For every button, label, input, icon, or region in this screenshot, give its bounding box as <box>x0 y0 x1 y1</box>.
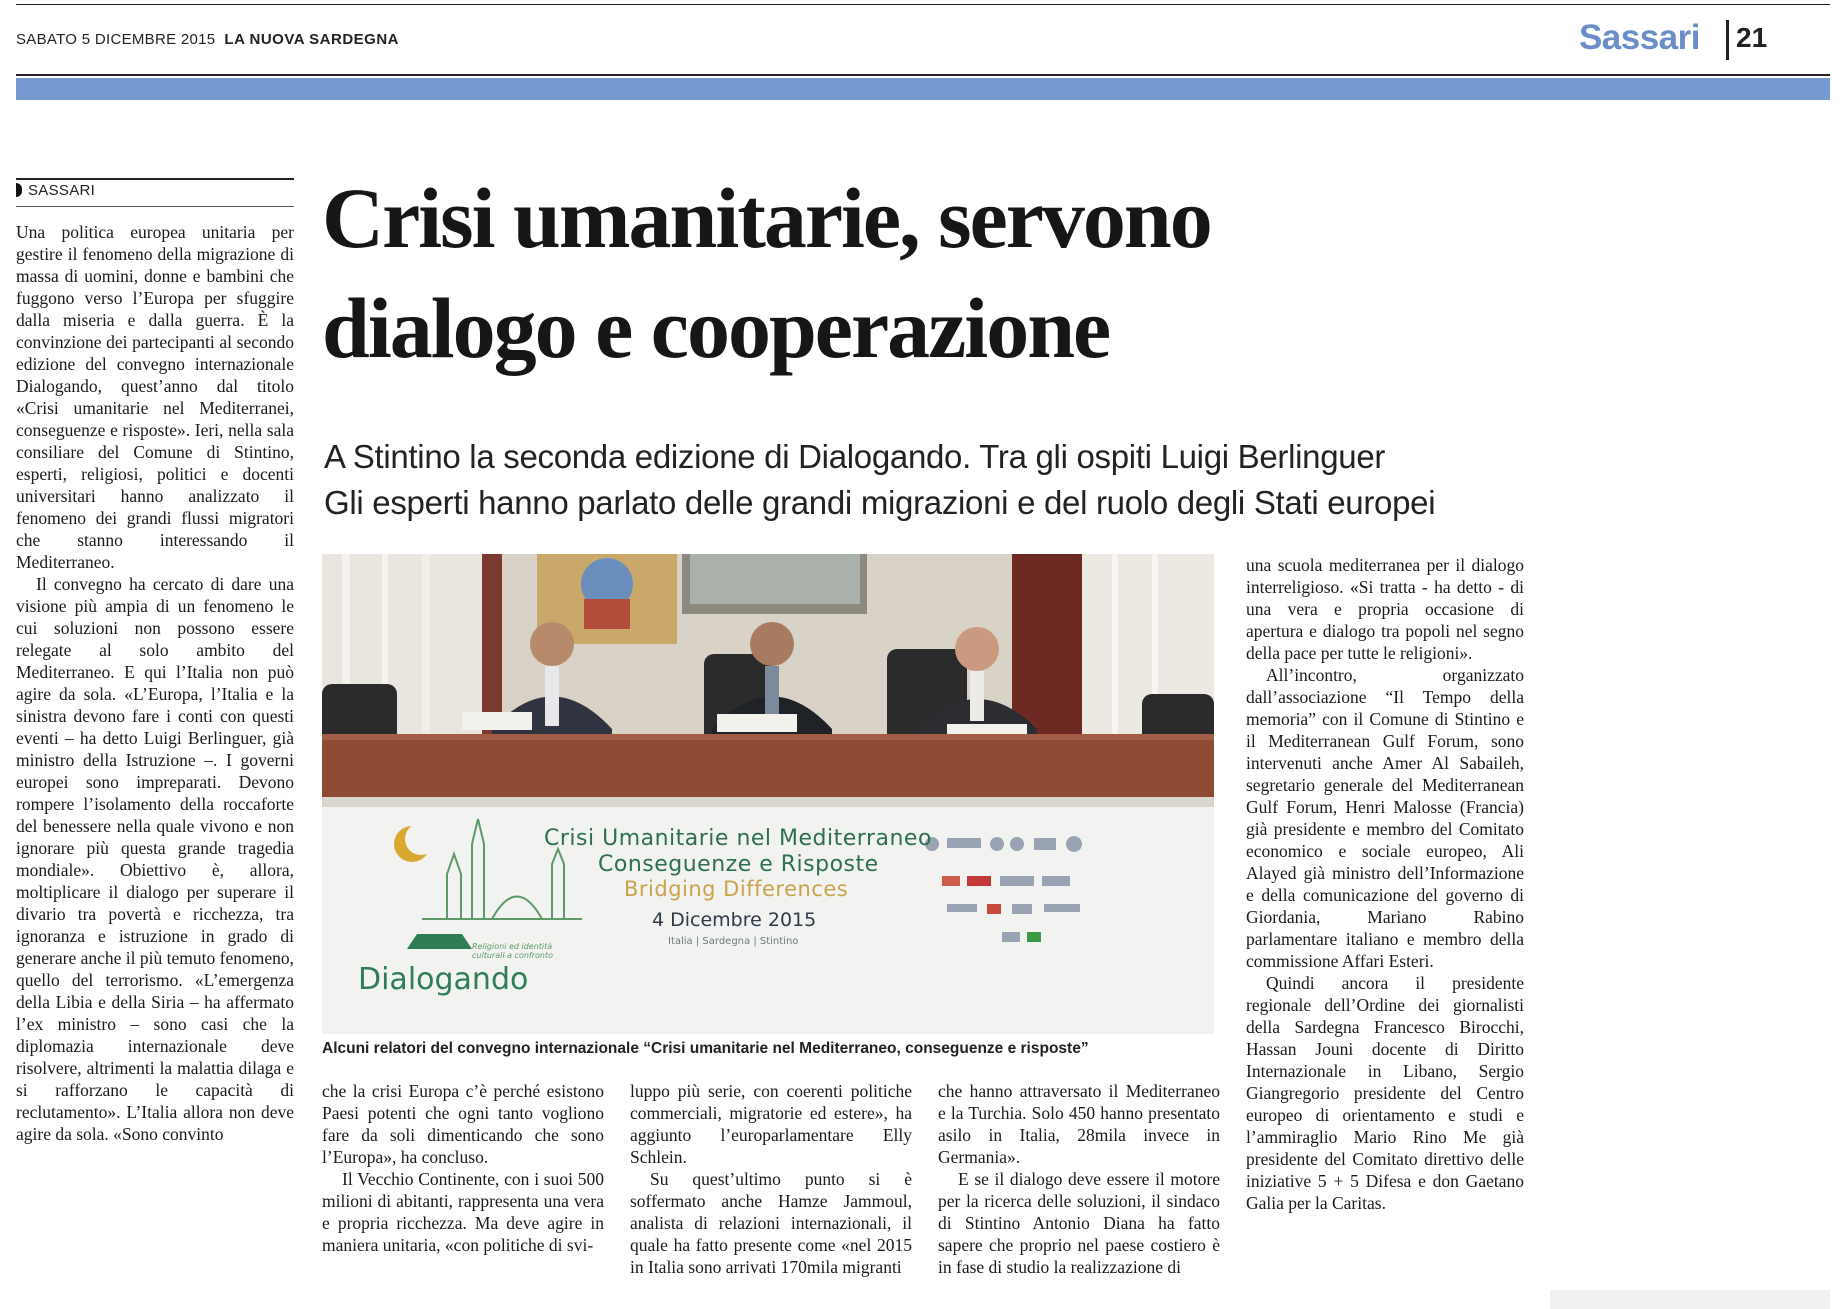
paragraph: che la crisi Europa c’è perché esistono Paesi potenti che ogni tanto vogliono fare da soli dimenticando che sono l’Europa», ha concluso. <box>322 1081 604 1167</box>
paragraph: Una politica europea unitaria per gestire il fenomeno della migrazione di massa di uomini, donne e bambini che fuggono verso l’Europa per sfuggire dalla miseria e dalla guerra. È la convinzione dei partecipanti al secondo edizione del convegno internazionale Dialogando, quest’anno dal titolo «Crisi umanitarie nel Mediterranei, conseguenze e risposte». Ieri, nella sala consiliare del Comune di Stintino, esperti, religiosi, politici e docenti universitari hanno analizzato il fenomeno dei grandi flussi migratori che stanno interessando il Mediterraneo. <box>16 222 294 572</box>
paragraph: All’incontro, organizzato dall’associazione “Il Tempo della memoria” con il Comune di Stintino e il Mediterranean Gulf Forum, sono intervenuti anche Amer Al Sabaileh, segretario generale del Mediterranean Gulf Forum, Henri Malosse (Francia) già presidente e membro del Comitato economico e sociale europeo, Ali Alayed già ministro dell’Informazione e della comunicazione del governo di Giordania, Mariano Rabino parlamentare italiano e membro della commissione Affari Esteri. <box>1246 665 1524 971</box>
kicker-label: SASSARI <box>28 182 96 199</box>
header-rule <box>16 74 1830 76</box>
banner-subtitle: Bridging Differences <box>624 877 849 901</box>
header-dateline <box>16 31 399 48</box>
banner-logo-text: Dialogando <box>358 962 529 997</box>
paragraph: Il convegno ha cercato di dare una visione più ampia di un fenomeno le cui soluzioni non possono essere relegate al solo ambito del Mediterraneo. E qui l’Italia non può agire da sola. «L’Europa, l’Italia e la sinistra devono fare i conti con questi eventi – ha detto Luigi Berlinguer, già ministro della Istruzione –. I governi europei sono impreparati. Devono rompere l’isolamento della roccaforte del benessere nella quale vivono e non ignorare più questa grande tragedia mondiale». Obiettivo è, allora, moltiplicare il dialogo per superare il divario tra povertà e ricchezza, tra ignoranza e istruzione in grado di generare anche il più temuto fenomeno, quello del terrorismo. «L’emergenza della Libia e della Siria – ha affermato l’ex ministro – sono casi che la diplomazia internazionale deve risolvere, altrimenti la malattia dilaga e si rafforzano le capacità di reclutamento». L’Italia allora non deve agire da sola. «Sono convinto <box>16 574 294 1144</box>
subheadline-line: A Stintino la seconda edizione di Dialogando. Tra gli ospiti Luigi Berlinguer <box>324 438 1386 475</box>
subheadline <box>324 434 1554 526</box>
article-column-1 <box>16 221 294 1145</box>
paragraph: Su quest’ultimo punto si è soffermato anche Hamze Jammoul, analista di relazioni internazionali, il quale ha fatto presente come «nel 2015 in Italia sono arrivati 170mila migranti <box>630 1169 912 1277</box>
header-top-rule <box>16 4 1830 5</box>
subheadline-line: Gli esperti hanno parlato delle grandi migrazioni e del ruolo degli Stati europei <box>324 484 1436 521</box>
article-photo <box>322 554 1214 1034</box>
banner-places: Italia | Sardegna | Stintino <box>668 936 799 947</box>
kicker <box>16 182 95 199</box>
headline-line: Crisi umanitarie, servono <box>322 170 1211 266</box>
paragraph: Il Vecchio Continente, con i suoi 500 milioni di abitanti, rappresenta una vera e propria ricchezza. Ma deve agire in maniera unitaria, «con politiche di svi- <box>322 1169 604 1255</box>
article-column-5 <box>1246 554 1524 1214</box>
banner-logo-subtitle: Religioni ed identità culturali a confronto <box>472 942 553 960</box>
article-column-2 <box>322 1080 604 1256</box>
kicker-bottom-rule <box>16 206 294 207</box>
paragraph: E se il dialogo deve essere il motore per la ricerca delle soluzioni, il sindaco di Stintino Antonio Diana ha fatto sapere che proprio nel paese costiero è in fase di studio la realizzazione di <box>938 1169 1220 1277</box>
headline-line: dialogo e cooperazione <box>322 280 1110 376</box>
paragraph: Quindi ancora il presidente regionale dell’Ordine dei giornalisti della Sardegna Francesco Birocchi, Hassan Jouni docente di Diritto Internazionale in Libano, Sergio Giangregorio presidente del Centro europeo di orientamento e studi e l’ammiraglio Mario Rino Me già presidente del Comitato direttivo delle iniziative 5 + 5 Difesa e don Gaetano Galia per la Caritas. <box>1246 973 1524 1213</box>
banner-date: 4 Dicembre 2015 <box>652 909 817 931</box>
headline <box>322 163 1542 383</box>
paragraph: che hanno attraversato il Mediterraneo e la Turchia. Solo 450 hanno presentato asilo in Italia, 28mila invece in Germania». <box>938 1081 1220 1167</box>
photo-caption: Alcuni relatori del convegno internazionale “Crisi umanitarie nel Mediterraneo, conseguenze e risposte” <box>322 1040 1089 1057</box>
kicker-bullet-icon <box>16 183 22 197</box>
newspaper-name: LA NUOVA SARDEGNA <box>224 31 400 48</box>
section-color-bar <box>16 78 1830 100</box>
header-separator <box>1726 20 1729 60</box>
page-number: 21 <box>1736 22 1768 53</box>
article-column-3 <box>630 1080 912 1278</box>
paragraph: luppo più serie, con coerenti politiche commerciali, migratorie ed estere», ha aggiunto l’europarlamentare Elly Schlein. <box>630 1081 912 1167</box>
adjacent-article-fragment <box>1550 1290 1830 1309</box>
banner-title-line: Crisi Umanitarie nel Mediterraneo <box>544 826 932 851</box>
issue-date: SABATO 5 DICEMBRE 2015 <box>16 31 216 48</box>
article-column-4 <box>938 1080 1220 1278</box>
paragraph: una scuola mediterranea per il dialogo interreligioso. «Si tratta - ha detto - di una vera e propria occasione di apertura e dialogo tra popoli nel segno della pace per tutte le religioni». <box>1246 555 1524 663</box>
section-name: Sassari <box>1578 18 1700 57</box>
banner-title-line: Conseguenze e Risposte <box>598 852 879 877</box>
kicker-top-rule <box>16 178 294 180</box>
